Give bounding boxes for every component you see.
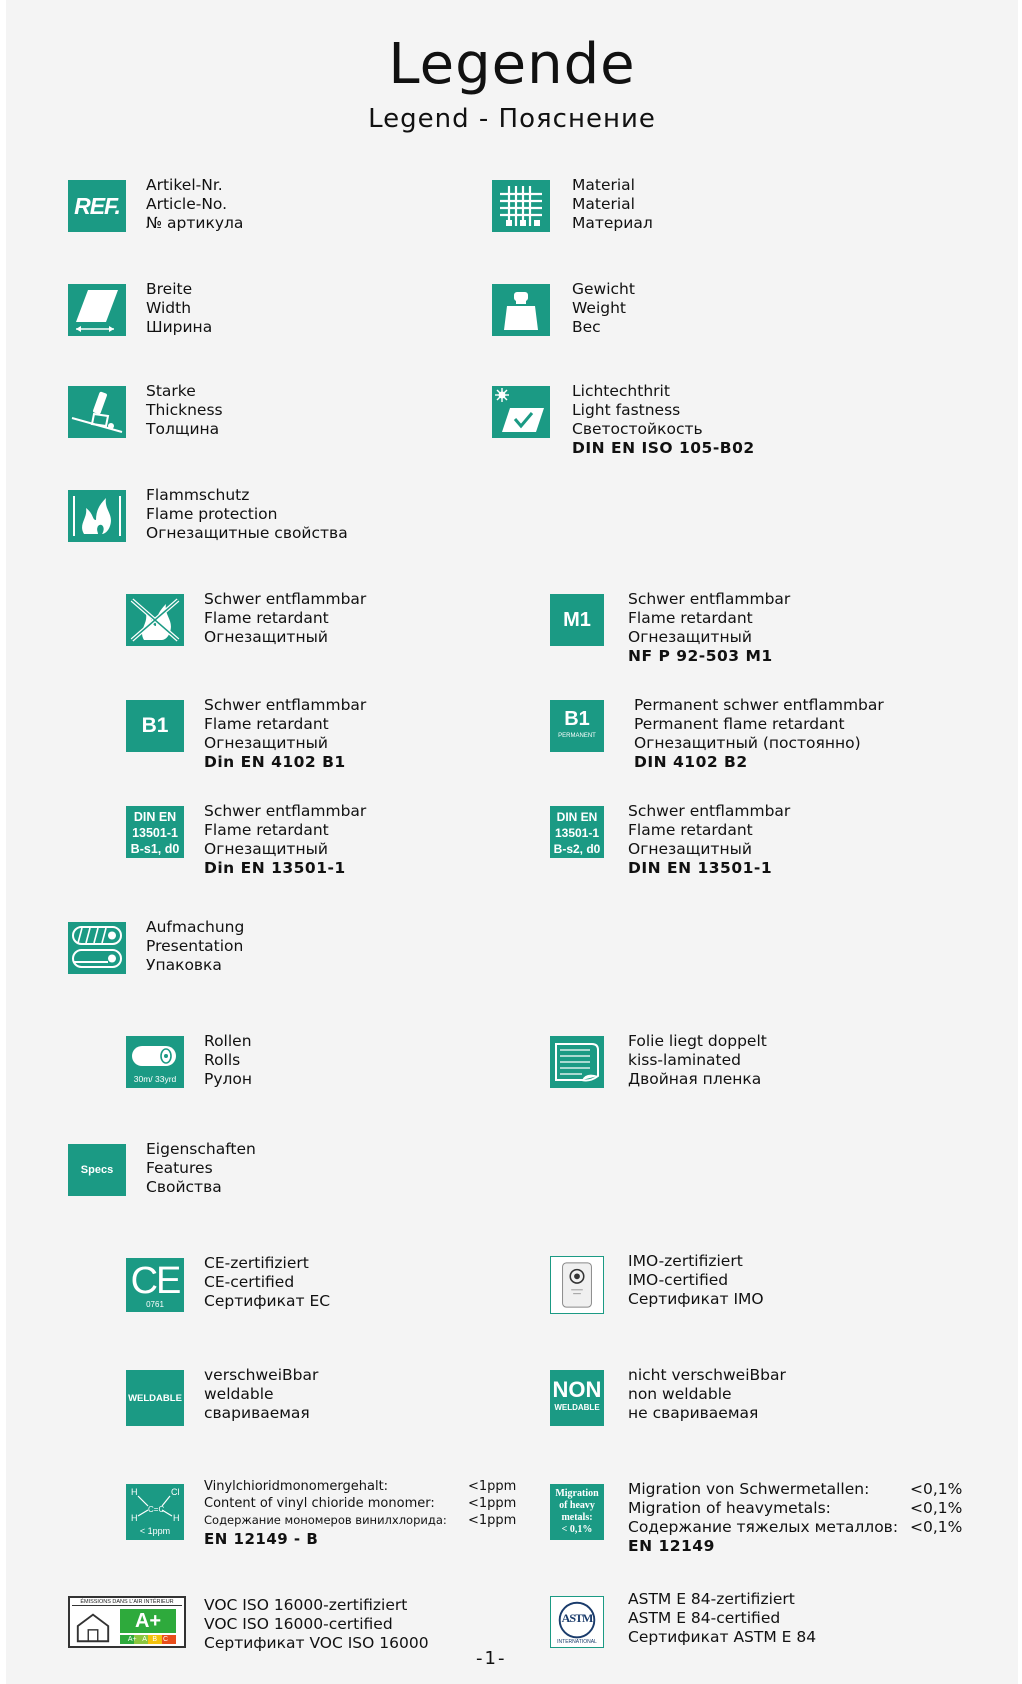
- vcm-row: Content of vinyl chioride monomer: <1ppm: [204, 1496, 517, 1511]
- legend-text: nicht verschweiBbar non weldable не свариваемая: [628, 1366, 786, 1422]
- legend-text: Rollen Rolls Рулон: [204, 1032, 253, 1088]
- page-subtitle: Legend - Пояснение: [368, 104, 656, 134]
- legend-text: CE-zertifiziert CE-certified Сертификат ЕС: [204, 1254, 331, 1310]
- norm-label: DIN 4102 B2: [634, 753, 748, 771]
- din-en-13501-icon: DIN EN 13501-1 B-s2, d0: [550, 806, 604, 858]
- heavy-metals-row: Migration von Schwermetallen: <0,1%: [628, 1480, 963, 1498]
- norm-label: Din EN 13501-1: [204, 859, 346, 877]
- norm-label: DIN EN ISO 105-B02: [572, 439, 755, 457]
- legend-text: IMO-zertifiziert IMO-certified Сертификат IMO: [628, 1252, 764, 1308]
- legend-text: Schwer entflammbar Flame retardant Огнезащитный: [204, 590, 367, 646]
- vcm-row: Содержание мономеров винилхлорида: <1ppm: [204, 1513, 517, 1528]
- legend-text: Folie liegt doppelt kiss-laminated Двойная пленка: [628, 1032, 767, 1088]
- legend-text: [204, 1478, 520, 1549]
- vcm-row: Vinylchioridmonomergehalt: <1ppm: [204, 1479, 517, 1494]
- legend-text: Breite Width Ширина: [146, 280, 213, 336]
- weight-icon: [492, 284, 550, 336]
- legend-text: Flammschutz Flame protection Огнезащитные свойства: [146, 486, 348, 542]
- legend-text: Lichtechthrit Light fastness Светостойкость DIN EN ISO 105-B02: [572, 382, 755, 457]
- norm-label: DIN EN 13501-1: [628, 859, 773, 877]
- heavy-metals-row: Содержание тяжелых металлов: <0,1%: [628, 1518, 963, 1536]
- legend-text: Material Material Материал: [572, 176, 653, 232]
- legend-text: verschweiBbar weldable свариваемая: [204, 1366, 319, 1422]
- fabric-grid-icon: [492, 180, 550, 232]
- legend-text: Aufmachung Presentation Упаковка: [146, 918, 245, 974]
- kiss-laminated-icon: [550, 1036, 604, 1088]
- legend-text: Artikel-Nr. Article-No. № артикула: [146, 176, 244, 232]
- non-weldable-icon: NON WELDABLE: [550, 1370, 604, 1426]
- din-en-13501-icon: DIN EN 13501-1 B-s1, d0: [126, 806, 184, 858]
- legend-text: Eigenschaften Features Свойства: [146, 1140, 256, 1196]
- m1-icon: M1: [550, 594, 604, 646]
- vinyl-chloride-icon: H Cl H H C=C < 1ppm: [126, 1484, 184, 1540]
- legend-text: Schwer entflammbar Flame retardant Огнезащитный DIN EN 13501-1: [628, 802, 791, 877]
- svg-text:H: H: [173, 1513, 180, 1523]
- norm-label: EN 12149: [628, 1537, 715, 1555]
- ce-icon: CE 0761: [126, 1258, 184, 1312]
- heavy-metals-icon: Migration of heavy metals: < 0,1%: [550, 1484, 604, 1540]
- specs-icon: Specs: [68, 1144, 126, 1196]
- svg-text:H: H: [131, 1487, 138, 1497]
- legend-text: Schwer entflammbar Flame retardant Огнезащитный Din EN 13501-1: [204, 802, 367, 877]
- caliper-icon: [68, 386, 126, 438]
- legend-text: Schwer entflammbar Flame retardant Огнезащитный NF P 92-503 M1: [628, 590, 791, 665]
- sun-check-icon: [492, 386, 550, 438]
- b1-icon: B1: [126, 700, 184, 752]
- ref-icon: REF.: [68, 180, 126, 232]
- roll-icon: 30m/ 33yrd: [126, 1036, 184, 1088]
- astm-icon: ASTM INTERNATIONAL: [550, 1596, 604, 1648]
- page-title: Legende: [388, 32, 636, 97]
- svg-text:C=C: C=C: [148, 1505, 165, 1514]
- flame-icon: [68, 490, 126, 542]
- norm-label: Din EN 4102 B1: [204, 753, 346, 771]
- weldable-icon: WELDABLE: [126, 1370, 184, 1426]
- voc-emissions-icon: ÉMISSIONS DANS L'AIR INTÉRIEUR A+ A+ A B C: [68, 1596, 186, 1648]
- legend-text: VOC ISO 16000-zertifiziert VOC ISO 16000-certified Сертификат VOC ISO 16000: [204, 1596, 429, 1652]
- crossed-flame-icon: [126, 594, 184, 646]
- legend-text: [628, 1480, 970, 1556]
- imo-icon: [550, 1256, 604, 1314]
- norm-label: EN 12149 - B: [204, 1530, 319, 1548]
- legend-text: Permanent schwer entflammbar Permanent flame retardant Огнезащитный (постоянно) DIN 4102 B2: [634, 696, 884, 771]
- legend-text: Schwer entflammbar Flame retardant Огнезащитный Din EN 4102 B1: [204, 696, 367, 771]
- legend-text: Starke Thickness Толщина: [146, 382, 223, 438]
- page-number: -1-: [476, 1648, 507, 1669]
- svg-text:Cl: Cl: [171, 1487, 180, 1497]
- svg-text:H: H: [131, 1513, 138, 1523]
- b1-permanent-icon: B1 PERMANENT: [550, 700, 604, 752]
- width-parallelogram-icon: [68, 284, 126, 336]
- legend-text: ASTM E 84-zertifiziert ASTM E 84-certified Сертификат ASTM E 84: [628, 1590, 817, 1646]
- rolls-icon: [68, 922, 126, 974]
- heavy-metals-row: Migration of heavymetals: <0,1%: [628, 1499, 963, 1517]
- norm-label: NF P 92-503 M1: [628, 647, 773, 665]
- legend-page: [6, 0, 1018, 1684]
- legend-text: Gewicht Weight Вес: [572, 280, 635, 336]
